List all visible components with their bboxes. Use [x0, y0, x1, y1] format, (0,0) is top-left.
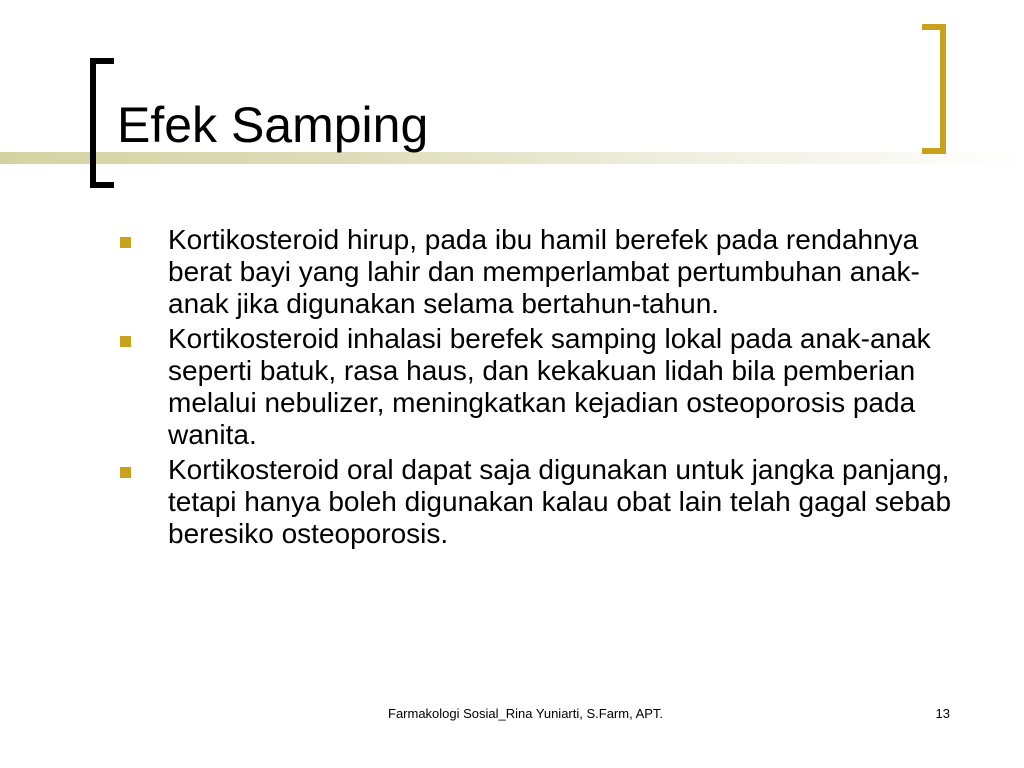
square-bullet-icon — [118, 323, 168, 355]
slide-number: 13 — [935, 706, 950, 721]
square-bullet-icon — [118, 454, 168, 486]
left-bracket-decoration — [90, 58, 114, 188]
bullet-item — [118, 323, 968, 451]
bullet-item — [118, 224, 968, 320]
bullet-list — [118, 224, 968, 553]
bullet-text: Kortikosteroid hirup, pada ibu hamil berefek pada rendahnya berat bayi yang lahir dan memperlambat pertumbuhan anak-anak jika digunakan selama bertahun-tahun. — [168, 224, 920, 319]
slide-title: Efek Samping — [117, 97, 429, 153]
title-decoration-band — [0, 152, 1024, 164]
right-bracket-decoration — [922, 24, 946, 154]
bullet-text: Kortikosteroid inhalasi berefek samping lokal pada anak-anak seperti batuk, rasa haus, dan kekakuan lidah bila pemberian melalui nebulizer, meningkatkan kejadian osteoporosis pada wanita. — [168, 323, 931, 450]
bullet-item — [118, 454, 968, 550]
square-bullet-icon — [118, 224, 168, 256]
slide-footer: Farmakologi Sosial_Rina Yuniarti, S.Farm, APT. — [388, 706, 664, 721]
bullet-text: Kortikosteroid oral dapat saja digunakan untuk jangka panjang, tetapi hanya boleh digunakan kalau obat lain telah gagal sebab beresiko osteoporosis. — [168, 454, 952, 549]
